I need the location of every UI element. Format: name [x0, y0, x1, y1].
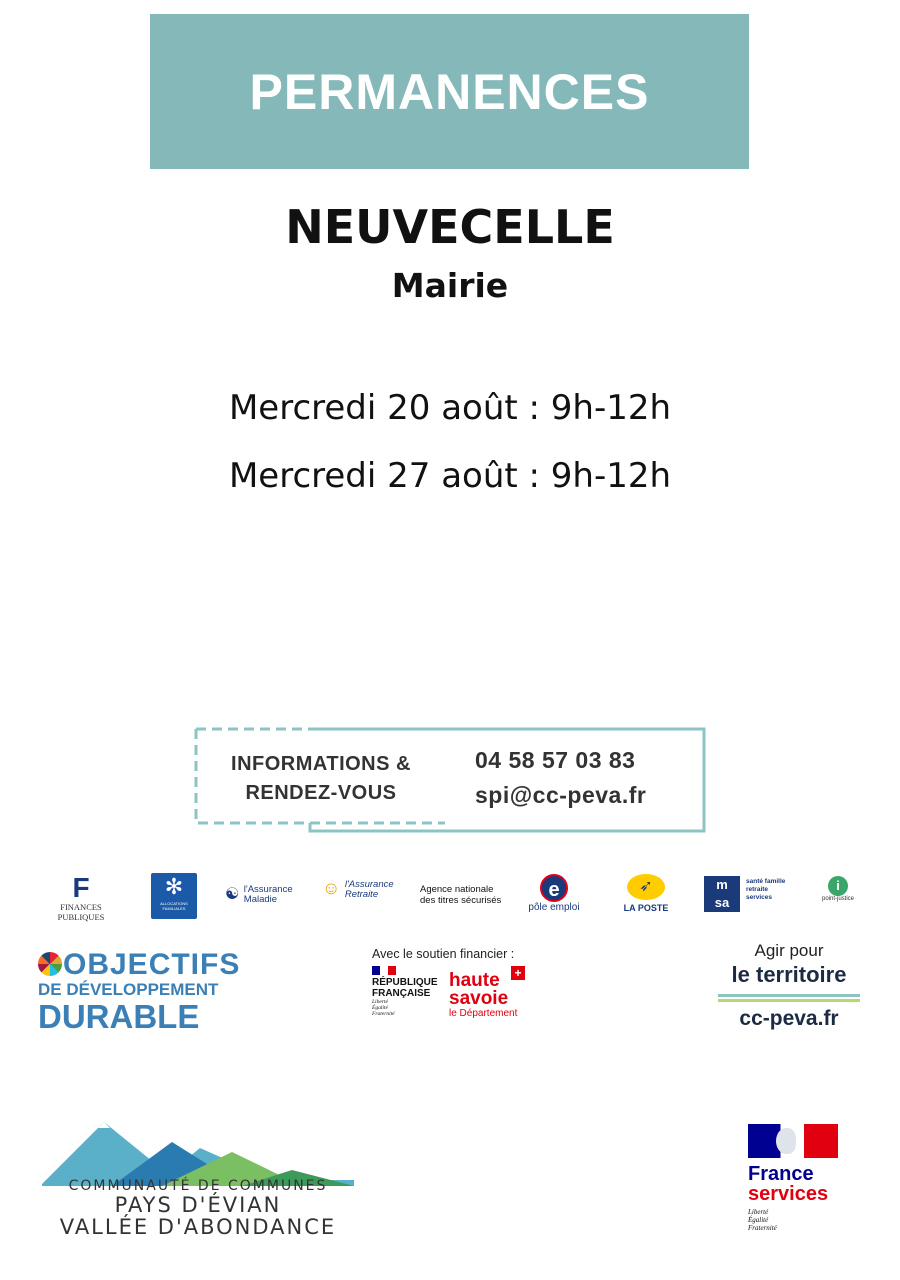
ccpeva-logo-text: COMMUNAUTÉ DE COMMUNES PAYS D'ÉVIAN VALLÉE D'ABONDANCE [59, 1178, 337, 1239]
finances-publiques-logo: F FINANCES PUBLIQUES [36, 874, 126, 922]
msa-logo: m sa santé famille retraite services [704, 876, 786, 914]
agir-underline-2 [718, 999, 860, 1002]
republique-francaise-logo: RÉPUBLIQUE FRANÇAISE Liberté Égalité Fraternité [372, 966, 442, 1017]
venue-name: Mairie [391, 266, 509, 305]
caf-logo: ✻ ALLOCATIONS FAMILIALES [151, 873, 197, 919]
info-label-line1: INFORMATIONS & [231, 753, 411, 775]
info-label-line2: RENDEZ-VOUS [245, 782, 397, 804]
caf-snowflake-icon: ✻ [164, 874, 184, 899]
la-poste-logo: ➶ LA POSTE [618, 874, 674, 913]
haute-savoie-logo: + haute savoie le Département [449, 966, 539, 1020]
fp-icon: F [72, 872, 90, 903]
assurance-retraite-logo: ☺ l'Assurance Retraite [322, 878, 394, 900]
pole-emploi-icon: e [540, 874, 568, 902]
mountains-icon [42, 1118, 354, 1186]
odd-line1: OBJECTIFS [38, 950, 240, 980]
odd-logo [38, 950, 240, 1034]
date-line-1: Mercredi 20 août : 9h-12h [228, 388, 672, 428]
marianne-flag-icon [372, 966, 396, 975]
email-address[interactable]: spi@cc-peva.fr [475, 782, 647, 808]
town-name: NEUVECELLE [285, 200, 615, 254]
odd-line3: DURABLE [38, 998, 200, 1035]
msa-icon: m sa [704, 876, 740, 912]
banner-title: PERMANENCES [249, 63, 650, 120]
info-label [210, 750, 432, 808]
agir-territoire-logo: Agir pour le territoire cc-peva.fr [714, 940, 864, 1032]
agir-underline [718, 994, 860, 997]
ants-logo: Agence nationale des titres sécurisés [420, 884, 502, 906]
la-poste-bird-icon: ➶ [627, 874, 665, 900]
assurance-maladie-logo: ☯ l'Assurance Maladie [225, 883, 293, 905]
date-line-2: Mercredi 27 août : 9h-12h [228, 456, 672, 496]
odd-line2: DE DÉVELOPPEMENT [38, 980, 219, 999]
support-caption: Avec le soutien financier : [372, 947, 515, 961]
phone-number: 04 58 57 03 83 [475, 747, 636, 773]
marianne-icon [748, 1124, 838, 1158]
am-figure-icon: ☯ [225, 886, 240, 903]
pole-emploi-logo: e pôle emploi [524, 874, 584, 913]
contact-block [475, 743, 646, 813]
odd-wheel-icon [38, 952, 62, 976]
france-services-logo: France services Liberté Égalité Fraternité [748, 1124, 840, 1232]
ar-figure-icon: ☺ [322, 878, 341, 898]
savoie-cross-icon: + [511, 966, 525, 980]
header-banner [150, 14, 749, 169]
point-justice-logo: i point-justice [821, 878, 854, 902]
point-justice-icon: i [828, 876, 848, 896]
